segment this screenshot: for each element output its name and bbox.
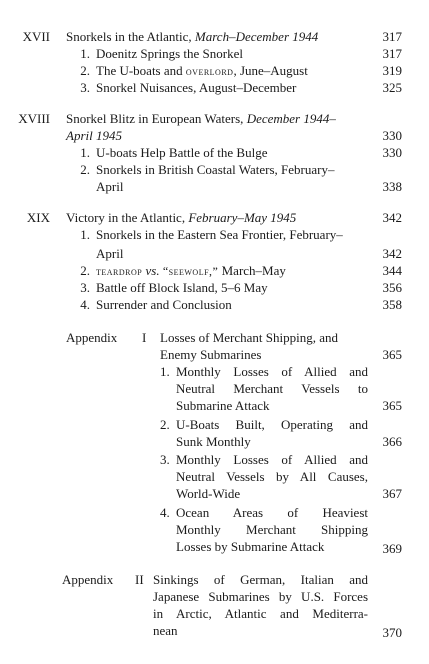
page-number: 338 bbox=[382, 179, 402, 194]
page-number: 358 bbox=[382, 297, 402, 312]
appendix-item-line: Monthly Losses of Allied and bbox=[176, 452, 368, 467]
appendix-numeral: I bbox=[142, 330, 147, 345]
page-number: 342 bbox=[382, 246, 402, 261]
page-number: 330 bbox=[382, 128, 402, 143]
page-number: 344 bbox=[382, 263, 402, 278]
page-number: 319 bbox=[382, 63, 402, 78]
appendix-label: Appendix bbox=[62, 572, 114, 587]
appendix-label: Appendix bbox=[66, 330, 118, 345]
page-number: 367 bbox=[382, 486, 402, 501]
chapter-number: XVII bbox=[22, 29, 50, 44]
section-title: 4. Surrender and Conclusion bbox=[80, 297, 232, 312]
section-title: 2. Snorkels in British Coastal Waters, February– bbox=[80, 162, 335, 177]
appendix-item-number: 3. bbox=[160, 452, 170, 467]
page-number: 370 bbox=[382, 625, 402, 640]
appendix-item-line: Sunk Monthly bbox=[176, 434, 251, 449]
appendix-title-line: nean bbox=[153, 623, 178, 638]
appendix-item-line: Submarine Attack bbox=[176, 398, 270, 413]
section-title: 2. teardrop vs. “seewolf,” March–May bbox=[80, 263, 286, 278]
appendix-title-line: Sinkings of German, Italian and bbox=[153, 572, 368, 587]
appendix-title-line: in Arctic, Atlantic and Mediterra- bbox=[153, 606, 368, 621]
section-title: 3. Battle off Block Island, 5–6 May bbox=[80, 280, 268, 295]
section-title: 1. Snorkels in the Eastern Sea Frontier, February– bbox=[80, 227, 343, 242]
appendix-numeral: II bbox=[135, 572, 144, 587]
section-title: 1. U-boats Help Battle of the Bulge bbox=[80, 145, 268, 160]
page-number: 317 bbox=[382, 29, 402, 44]
section-title-continued: April bbox=[96, 179, 124, 194]
appendix-item-line: Ocean Areas of Heaviest bbox=[176, 505, 368, 520]
chapter-number: XVIII bbox=[18, 111, 50, 126]
page-number: 342 bbox=[382, 210, 402, 225]
appendix-title-line: Japanese Submarines by U.S. Forces bbox=[153, 589, 368, 604]
appendix-item-line: U-Boats Built, Operating and bbox=[176, 417, 368, 432]
page-number: 369 bbox=[382, 541, 402, 556]
appendix-item-line: Losses by Submarine Attack bbox=[176, 539, 325, 554]
appendix-item-line: Monthly Losses of Allied and bbox=[176, 364, 368, 379]
page-number: 325 bbox=[382, 80, 402, 95]
appendix-title-continued: Enemy Submarines bbox=[160, 347, 262, 362]
chapter-number: XIX bbox=[26, 210, 50, 225]
appendix-item-line: Neutral Vessels by All Causes, bbox=[176, 469, 368, 484]
chapter-title-continued: April 1945 bbox=[66, 128, 122, 143]
section-title: 1. Doenitz Springs the Snorkel bbox=[80, 46, 243, 61]
chapter-title: Snorkels in the Atlantic, March–December 1944 bbox=[66, 29, 319, 44]
page-number: 317 bbox=[382, 46, 402, 61]
page-number: 366 bbox=[382, 434, 402, 449]
appendix-item-line: World-Wide bbox=[176, 486, 241, 501]
section-title-continued: April bbox=[96, 246, 124, 261]
chapter-title: Victory in the Atlantic, February–May 1945 bbox=[66, 210, 297, 225]
appendix-item-number: 1. bbox=[160, 364, 170, 379]
page-number: 365 bbox=[382, 398, 402, 413]
page-number: 330 bbox=[382, 145, 402, 160]
page-number: 365 bbox=[382, 347, 402, 362]
appendix-item-line: Monthly Merchant Shipping bbox=[176, 522, 368, 537]
appendix-item-line: Neutral Merchant Vessels to bbox=[176, 381, 368, 396]
appendix-title: Losses of Merchant Shipping, and bbox=[160, 330, 339, 345]
section-title: 2. The U-boats and overlord, June–August bbox=[80, 63, 308, 78]
chapter-title: Snorkel Blitz in European Waters, December 1944– bbox=[66, 111, 336, 126]
appendix-item-number: 2. bbox=[160, 417, 170, 432]
section-title: 3. Snorkel Nuisances, August–December bbox=[80, 80, 297, 95]
page-number: 356 bbox=[382, 280, 402, 295]
appendix-item-number: 4. bbox=[160, 505, 170, 520]
